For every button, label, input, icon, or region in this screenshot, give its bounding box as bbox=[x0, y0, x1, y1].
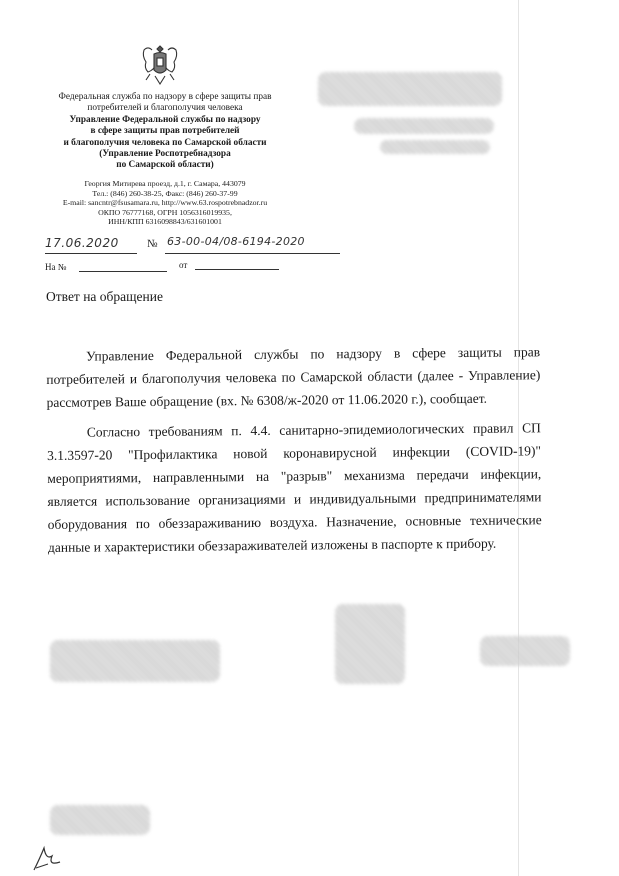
letterhead-line: Федеральная служба по надзору в сфере защиты прав bbox=[58, 92, 272, 102]
letterhead-line: и благополучия человека по Самарской области bbox=[63, 137, 267, 148]
okpo-text: ОКПО 76777168, ОГРН 1056316019935, bbox=[98, 207, 232, 217]
outgoing-number: 63-00-04/08-6194-2020 bbox=[167, 235, 305, 248]
reply-date-underline bbox=[195, 269, 279, 270]
coat-of-arms-icon bbox=[138, 40, 182, 88]
body-paragraph: Управление Федеральной службы по надзору в сфере защиты прав потребителей и благополучия человека по Самарской области (далее - Управление) рассмотрев Ваше обращение (вх. № 6308/ж-2020 от 11.06.2020 г.), сообщает. bbox=[46, 344, 541, 410]
letterhead-line: в сфере защиты прав потребителей bbox=[90, 126, 240, 137]
number-underline bbox=[165, 253, 340, 254]
redacted-addressee bbox=[354, 118, 494, 134]
letterhead bbox=[30, 92, 300, 172]
redacted-signatory-position bbox=[50, 640, 220, 682]
signature-mark bbox=[30, 838, 70, 874]
letterhead-line: потребителей и благополучия человека bbox=[87, 103, 243, 114]
redacted-signature bbox=[335, 604, 405, 684]
phone-text: Тел.: (846) 260-38-25, Факс: (846) 260-37-99 bbox=[92, 188, 238, 198]
redacted-addressee bbox=[318, 72, 502, 106]
letterhead-line: Управление Федеральной службы по надзору bbox=[69, 114, 261, 125]
letterhead-line: (Управление Роспотребнадзора bbox=[99, 149, 231, 160]
letterhead-line: по Самарской области) bbox=[116, 160, 214, 171]
subject-line: Ответ на обращение bbox=[46, 289, 163, 304]
registration-block bbox=[45, 236, 345, 276]
reply-number-underline bbox=[79, 271, 167, 272]
email-text: E-mail: sancntr@fsusamara.ru, http://www.63.rospotrebnadzor.ru bbox=[62, 198, 268, 208]
date-underline bbox=[45, 253, 137, 254]
reply-to-number-label: На № bbox=[45, 262, 67, 272]
redacted-executor bbox=[50, 805, 150, 835]
contacts-block bbox=[30, 179, 300, 227]
reply-date-label: от bbox=[179, 260, 188, 270]
body-paragraph: Согласно требованиям п. 4.4. санитарно-эпидемиологических правил СП 3.1.3597-20 "Профилактика новой коронавирусной инфекции (COVID-19)" мероприятиями, направленными на "разрыв" механизма передачи инфекции, является использование организациями и индивидуальными предпринимателями оборудования по обеззараживанию воздуха. Назначение, основные технические данные и характеристики обеззараживателей изложены в паспорте к прибору. bbox=[46, 420, 542, 555]
outgoing-date: 17.06.2020 bbox=[45, 236, 119, 250]
inn-text: ИНН/КПП 6316098843/631601001 bbox=[108, 217, 222, 227]
letter-body bbox=[46, 340, 542, 566]
number-label: № bbox=[147, 238, 158, 250]
redacted-signatory-name bbox=[480, 636, 570, 666]
address-text: Георгия Митирева проезд, д.1, г. Самара, 443079 bbox=[84, 179, 246, 188]
redacted-addressee bbox=[380, 140, 490, 154]
